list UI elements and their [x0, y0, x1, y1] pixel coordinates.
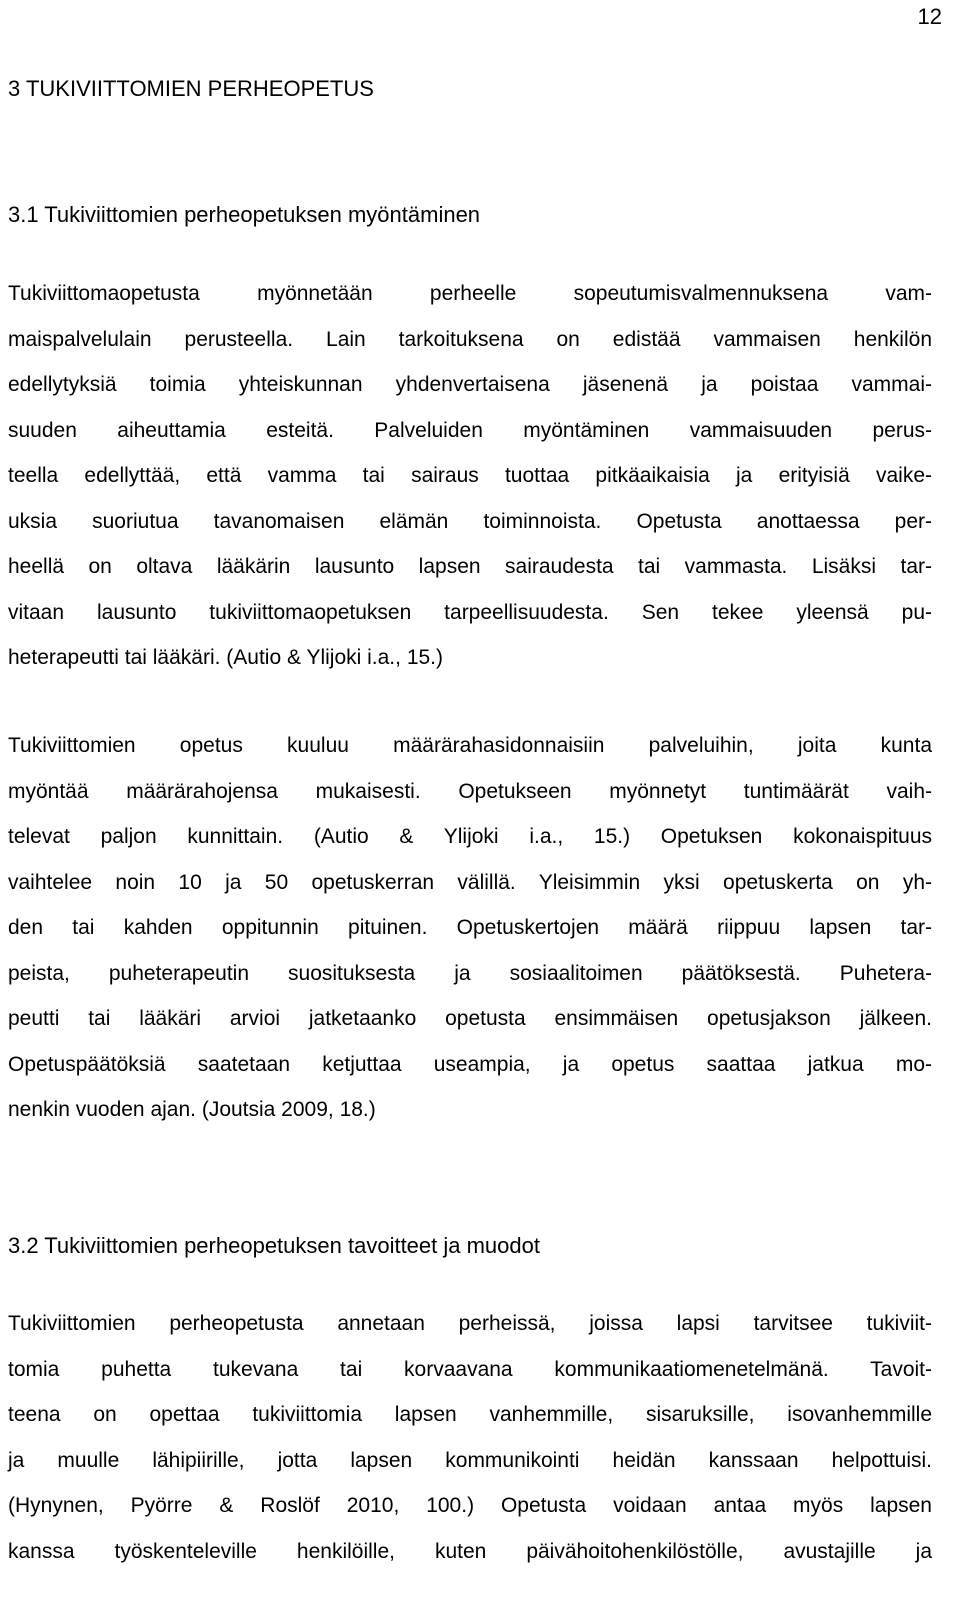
paragraph-line: televat paljon kunnittain. (Autio & Ylijoki i.a., 15.) Opetuksen kokonaispituus [8, 825, 932, 848]
paragraph-line: maispalvelulain perusteella. Lain tarkoituksena on edistää vammaisen henkilön [8, 327, 932, 351]
paragraph-line: den tai kahden oppitunnin pituinen. Opetuskertojen määrä riippuu lapsen tar- [8, 916, 932, 939]
section-title: 3.1 Tukiviittomien perheopetuksen myöntäminen [8, 202, 481, 227]
section-title: 3.2 Tukiviittomien perheopetuksen tavoitteet ja muodot [8, 1233, 540, 1258]
paragraph-line: vaihtelee noin 10 ja 50 opetuskerran välillä. Yleisimmin yksi opetuskerta on yh- [8, 870, 932, 894]
paragraph-line: teella edellyttää, että vamma tai sairaus tuottaa pitkäaikaisia ja erityisiä vaike- [8, 464, 932, 487]
paragraph-line: (Hynynen, Pyörre & Roslöf 2010, 100.) Opetusta voidaan antaa myös lapsen [8, 1494, 932, 1517]
paragraph-line: ja muulle lähipiirille, jotta lapsen kommunikointi heidän kanssaan helpottuisi. [8, 1448, 932, 1472]
paragraph-line: myöntää määrärahojensa mukaisesti. Opetukseen myönnetyt tuntimäärät vaih- [8, 779, 932, 803]
paragraph-line: heterapeutti tai lääkäri. (Autio & Ylijoki i.a., 15.) [8, 646, 444, 669]
paragraph-line: nenkin vuoden ajan. (Joutsia 2009, 18.) [8, 1098, 376, 1121]
paragraph-line: suuden aiheuttamia esteitä. Palveluiden myöntäminen vammaisuuden perus- [8, 418, 932, 442]
body-paragraph [8, 723, 932, 1133]
paragraph-line: edellytyksiä toimia yhteiskunnan yhdenvertaisena jäsenenä ja poistaa vammai- [8, 373, 932, 396]
paragraph-line: tomia puhetta tukevana tai korvaavana kommunikaatiomenetelmänä. Tavoit- [8, 1357, 932, 1381]
paragraph-line: uksia suoriutua tavanomaisen elämän toiminnoista. Opetusta anottaessa per- [8, 509, 932, 533]
paragraph-line: teena on opettaa tukiviittomia lapsen vanhemmille, sisaruksille, isovanhemmille [8, 1403, 932, 1426]
paragraph-line: peutti tai lääkäri arvioi jatketaanko opetusta ensimmäisen opetusjakson jälkeen. [8, 1007, 932, 1030]
page-number: 12 [917, 4, 942, 29]
chapter-title: 3 TUKIVIITTOMIEN PERHEOPETUS [8, 76, 374, 101]
body-paragraph [8, 1301, 932, 1574]
paragraph-line: vitaan lausunto tukiviittomaopetuksen tarpeellisuudesta. Sen tekee yleensä pu- [8, 600, 932, 624]
paragraph-line: heellä on oltava lääkärin lausunto lapsen sairaudesta tai vammasta. Lisäksi tar- [8, 555, 932, 578]
paragraph-line: kanssa työskenteleville henkilöille, kuten päivähoitohenkilöstölle, avustajille ja [8, 1539, 932, 1563]
paragraph-line: Tukiviittomien perheopetusta annetaan perheissä, joissa lapsi tarvitsee tukiviit- [8, 1312, 932, 1335]
body-paragraph [8, 271, 932, 681]
paragraph-line: Tukiviittomaopetusta myönnetään perheelle sopeutumisvalmennuksena vam- [8, 282, 932, 305]
paragraph-line: peista, puheterapeutin suosituksesta ja sosiaalitoimen päätöksestä. Puhetera- [8, 961, 932, 985]
paragraph-line: Tukiviittomien opetus kuuluu määrärahasidonnaisiin palveluihin, joita kunta [8, 734, 932, 757]
paragraph-line: Opetuspäätöksiä saatetaan ketjuttaa useampia, ja opetus saattaa jatkua mo- [8, 1052, 932, 1076]
